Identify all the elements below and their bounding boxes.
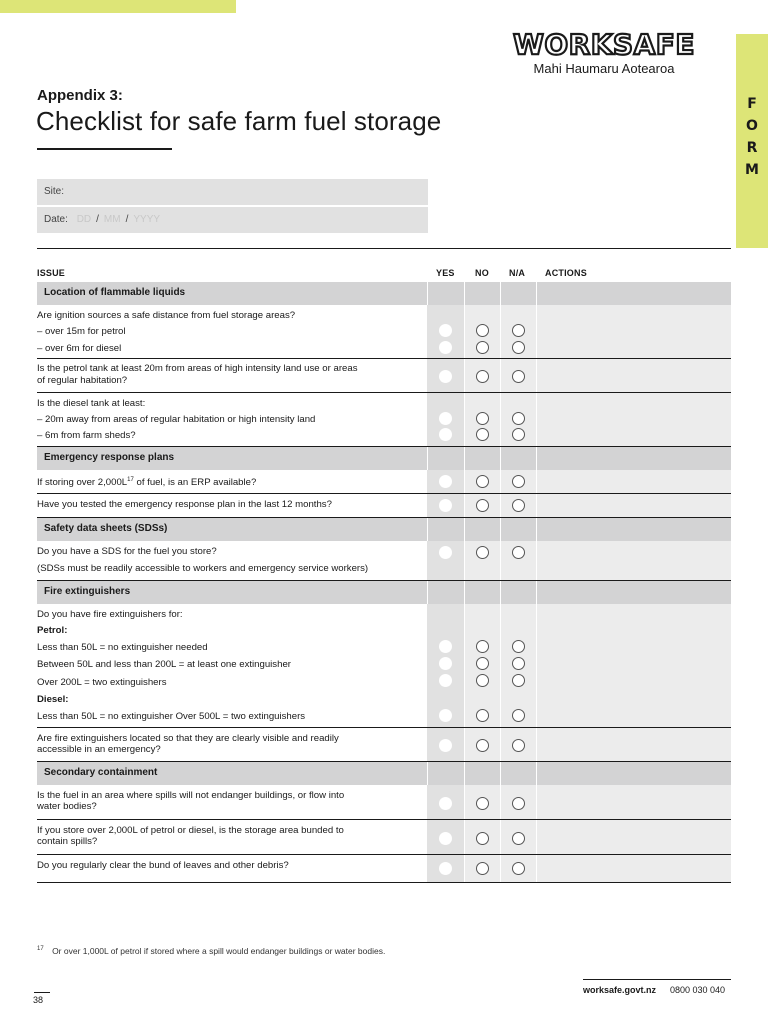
yes-radio[interactable] [439, 797, 452, 810]
question-text: – over 6m for diesel [37, 343, 122, 354]
section-title: Secondary containment [44, 767, 158, 778]
footnote [37, 946, 385, 956]
page-title: Checklist for safe farm fuel storage [36, 106, 442, 136]
question-text: Over 200L = two extinguishers [37, 677, 167, 688]
question-text: Do you have fire extinguishers for: [37, 609, 183, 620]
question-text: Is the diesel tank at least: [37, 398, 146, 409]
table-row [37, 393, 731, 447]
date-separator: / [125, 214, 129, 225]
table-row [37, 494, 731, 518]
section-header [37, 447, 731, 470]
yes-radio[interactable] [439, 341, 452, 354]
date-field[interactable] [37, 207, 428, 233]
header-issue: ISSUE [37, 268, 66, 278]
na-radio[interactable] [512, 640, 525, 653]
na-radio[interactable] [512, 797, 525, 810]
yes-radio[interactable] [439, 499, 452, 512]
section-header [37, 282, 731, 305]
na-radio[interactable] [512, 428, 525, 441]
section-header [37, 518, 731, 541]
yes-radio[interactable] [439, 832, 452, 845]
question-text: accessible in an emergency? [37, 744, 161, 755]
section-title: Fire extinguishers [44, 586, 131, 597]
question-text: – 20m away from areas of regular habitation or high intensity land [37, 414, 316, 425]
date-label: Date: [44, 214, 68, 225]
actions-cell[interactable] [537, 855, 731, 882]
table-row [37, 820, 731, 855]
date-month-placeholder[interactable]: MM [103, 214, 121, 225]
footnote-marker: 17 [37, 946, 44, 953]
date-year-placeholder[interactable]: YYYY [133, 214, 161, 225]
question-text: Between 50L and less than 200L = at least one extinguisher [37, 659, 291, 670]
footnote-marker: 17 [127, 477, 134, 483]
actions-cell[interactable] [537, 820, 731, 854]
na-radio[interactable] [512, 832, 525, 845]
na-radio[interactable] [512, 546, 525, 559]
na-radio[interactable] [512, 674, 525, 687]
no-radio[interactable] [476, 640, 489, 653]
table-row [37, 470, 731, 494]
section-header [37, 762, 731, 785]
yes-radio[interactable] [439, 739, 452, 752]
question-text: (SDSs must be readily accessible to workers and emergency service workers) [37, 563, 369, 574]
title-underline [37, 148, 172, 150]
actions-cell[interactable] [537, 305, 731, 358]
no-radio[interactable] [476, 739, 489, 752]
no-radio[interactable] [476, 862, 489, 875]
side-tab-letter: R [746, 140, 758, 156]
question-text: Do you regularly clear the bund of leaves and other debris? [37, 860, 289, 871]
actions-cell[interactable] [537, 785, 731, 819]
side-tab-letter: O [746, 118, 758, 134]
question-text: Are fire extinguishers located so that they are clearly visible and readily [37, 733, 339, 744]
section-title: Location of flammable liquids [44, 287, 186, 298]
yes-radio[interactable] [439, 546, 452, 559]
actions-cell[interactable] [537, 393, 731, 446]
no-radio[interactable] [476, 324, 489, 337]
question-text: contain spills? [37, 836, 98, 847]
question-text: – 6m from farm sheds? [37, 430, 136, 441]
yes-radio[interactable] [439, 475, 452, 488]
question-text: – over 15m for petrol [37, 326, 126, 337]
table-row [37, 541, 731, 581]
question-text: Is the fuel in an area where spills will not endanger buildings, or flow into [37, 790, 345, 801]
footnote-text: Or over 1,000L of petrol if stored where a spill would endanger buildings or water bodies. [52, 946, 386, 956]
footer-website-link[interactable]: worksafe.govt.nz [583, 985, 657, 995]
actions-cell[interactable] [537, 728, 731, 761]
no-radio[interactable] [476, 428, 489, 441]
accent-bar [0, 0, 236, 13]
appendix-label: Appendix 3: [37, 87, 123, 104]
no-radio[interactable] [476, 709, 489, 722]
no-radio[interactable] [476, 657, 489, 670]
date-inputs[interactable] [77, 214, 160, 225]
section-title: Safety data sheets (SDSs) [44, 523, 168, 534]
question-text: Is the petrol tank at least 20m from areas of high intensity land use or areas [37, 363, 358, 374]
footer-phone: 0800 030 040 [670, 985, 726, 995]
checklist-table [37, 263, 731, 883]
actions-cell[interactable] [537, 541, 731, 580]
table-row [37, 305, 731, 359]
page-number-rule [34, 992, 50, 993]
question-text: If you store over 2,000L of petrol or diesel, is the storage area bunded to [37, 825, 344, 836]
table-row [37, 855, 731, 883]
side-tab-letter: F [747, 96, 757, 112]
yes-radio[interactable] [439, 862, 452, 875]
no-radio[interactable] [476, 412, 489, 425]
header-na: N/A [509, 268, 526, 278]
yes-radio[interactable] [439, 370, 452, 383]
yes-radio[interactable] [439, 428, 452, 441]
no-radio[interactable] [476, 341, 489, 354]
actions-cell[interactable] [537, 494, 731, 517]
site-label: Site: [44, 186, 65, 197]
question-subheading: Diesel: [37, 694, 69, 705]
worksafe-logo [504, 30, 704, 76]
na-radio[interactable] [512, 370, 525, 383]
footer-divider [583, 979, 731, 980]
actions-cell[interactable] [537, 604, 731, 727]
header-yes: YES [436, 268, 455, 278]
section-divider [37, 248, 731, 249]
na-radio[interactable] [512, 324, 525, 337]
na-radio[interactable] [512, 341, 525, 354]
no-radio[interactable] [476, 832, 489, 845]
form-side-tab [736, 34, 768, 248]
question-text: Less than 50L = no extinguisher needed [37, 642, 208, 653]
question-text: Have you tested the emergency response plan in the last 12 months? [37, 499, 332, 510]
no-radio[interactable] [476, 499, 489, 512]
na-radio[interactable] [512, 709, 525, 722]
logo-subtitle: Mahi Haumaru Aotearoa [533, 61, 675, 76]
table-row [37, 728, 731, 762]
yes-radio[interactable] [439, 412, 452, 425]
na-radio[interactable] [512, 739, 525, 752]
table-row [37, 604, 731, 728]
no-radio[interactable] [476, 546, 489, 559]
table-row [37, 785, 731, 820]
side-tab-label [736, 96, 768, 178]
na-radio[interactable] [512, 499, 525, 512]
header-actions: ACTIONS [545, 268, 587, 278]
yes-radio[interactable] [439, 709, 452, 722]
na-radio[interactable] [512, 862, 525, 875]
na-radio[interactable] [512, 657, 525, 670]
question-text: Do you have a SDS for the fuel you store? [37, 546, 217, 557]
question-text: Less than 50L = no extinguisher Over 500L = two extinguishers [37, 711, 306, 722]
section-header [37, 581, 731, 604]
date-separator: / [96, 214, 99, 225]
table-header [37, 263, 731, 282]
na-radio[interactable] [512, 475, 525, 488]
section-title: Emergency response plans [44, 452, 175, 463]
yes-radio[interactable] [439, 674, 452, 687]
side-tab-letter: M [745, 162, 759, 178]
question-text: If storing over $2,000L^{17}$ of fuel, is an ERP available? [37, 477, 257, 489]
question-text: water bodies? [37, 801, 97, 812]
yes-radio[interactable] [439, 657, 452, 670]
logo-wordmark: WORKSAFE [512, 28, 696, 61]
actions-cell[interactable] [537, 359, 731, 392]
date-day-placeholder[interactable]: DD [76, 214, 92, 225]
yes-radio[interactable] [439, 324, 452, 337]
header-no: NO [475, 268, 489, 278]
actions-cell[interactable] [537, 470, 731, 493]
no-radio[interactable] [476, 797, 489, 810]
page-number: 38 [33, 995, 44, 1005]
table-row [37, 359, 731, 393]
yes-radio[interactable] [439, 640, 452, 653]
no-radio[interactable] [476, 674, 489, 687]
question-text: of regular habitation? [37, 375, 128, 386]
question-text: Are ignition sources a safe distance from fuel storage areas? [37, 310, 296, 321]
na-radio[interactable] [512, 412, 525, 425]
question-subheading: Petrol: [37, 625, 68, 636]
no-radio[interactable] [476, 475, 489, 488]
no-radio[interactable] [476, 370, 489, 383]
site-field[interactable] [37, 179, 428, 205]
